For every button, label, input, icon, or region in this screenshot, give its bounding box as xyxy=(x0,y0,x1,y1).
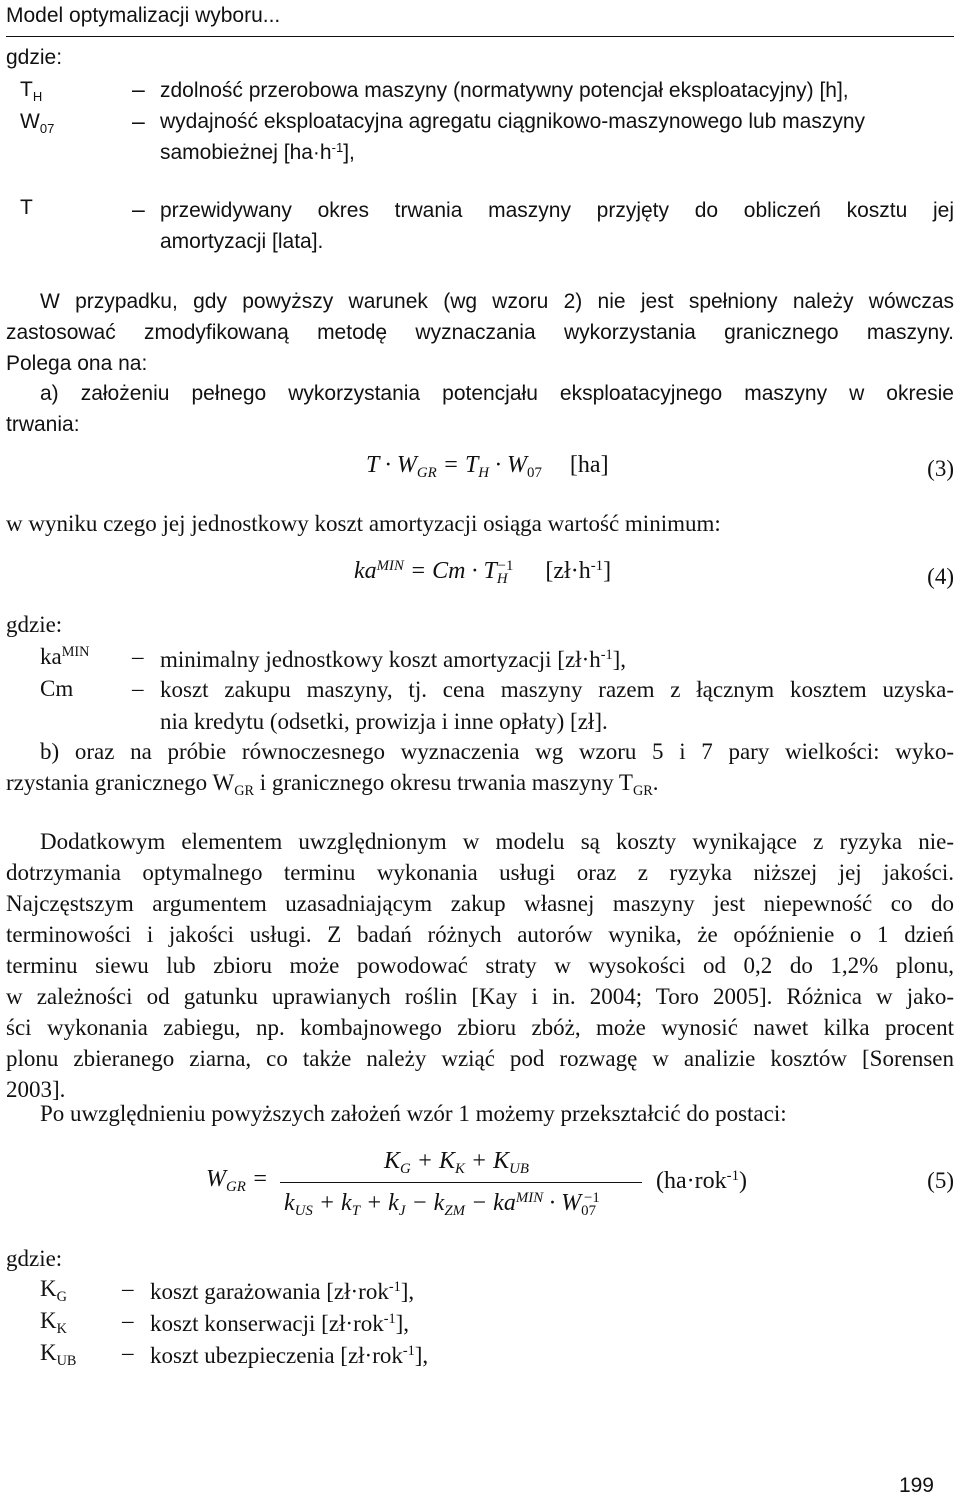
def-symbol-t: T xyxy=(20,196,33,219)
equation-number-5: (5) xyxy=(927,1168,954,1193)
fraction-bar xyxy=(280,1182,642,1183)
equation-3: $T \cdot W_{GR} = T_H \cdot W_{07}$ [ha] xyxy=(366,452,609,482)
running-title: Model optymalizacji wyboru... xyxy=(6,4,281,27)
def-text-kg: koszt garażowania [zł·rok$^{-1}$], xyxy=(150,1279,415,1304)
paragraph-a: a) założeniu pełnego wykorzystania potencjału eksploatacyjnego maszyny w okresie trwania: xyxy=(6,382,954,436)
def-text-cm: koszt zakupu maszyny, tj. cena maszyny razem z łącznym kosztem uzyska- nia kredytu (odsetki, prowizja i inne opłaty) [zł]. xyxy=(160,677,954,734)
def-text-t: przewidywany okres trwania maszyny przyjęty do obliczeń kosztu jej amortyzacji [lata]. xyxy=(160,199,954,253)
def-dash: – xyxy=(122,1340,134,1365)
equation-4: $ka^{MIN} = Cm \cdot T_H^{-1}$ $[zł\cdot h^{-1}]$ xyxy=(354,557,612,588)
def-symbol-kk: $K_K$ xyxy=(40,1308,67,1337)
def-symbol-cm: Cm xyxy=(40,676,74,701)
def-symbol-kub: $K_{UB}$ xyxy=(40,1340,77,1369)
def-symbol-w07: $W_{07}$ xyxy=(20,110,55,136)
gdzie-label-1: gdzie: xyxy=(6,46,63,69)
header-rule xyxy=(6,36,954,37)
page-number: 199 xyxy=(898,1474,934,1497)
def-dash: – xyxy=(132,676,144,701)
def-text-w07: wydajność eksploatacyjna agregatu ciągnikowo-maszynowego lub maszyny samobieżnej $[ha\cdot h^{-1}]$, xyxy=(160,110,866,164)
def-dash: – xyxy=(122,1276,134,1301)
def-dash: – xyxy=(132,108,145,134)
def-dash: – xyxy=(122,1308,134,1333)
equation-number-3: (3) xyxy=(927,456,954,481)
paragraph-minimum: w wyniku czego jej jednostkowy koszt amortyzacji osiąga wartość minimum: xyxy=(6,511,721,536)
def-symbol-kamin: $ka^{MIN}$ xyxy=(40,644,90,669)
def-dash: – xyxy=(132,76,145,102)
paragraph-transform: Po uwzględnieniu powyższych założeń wzór 1 możemy przekształcić do postaci: xyxy=(40,1101,787,1126)
def-text-kub: koszt ubezpieczenia [zł·rok$^{-1}$], xyxy=(150,1343,429,1368)
paragraph-risk: Dodatkowym elementem uwzględnionym w modelu są koszty wynikające z ryzyka nie- dotrzymania optymalnego terminu wykonania usługi oraz z ryzyka niższej jej jakości. Najczęstszym argumentem uzasadniającym zakup własnej maszyny jest niepewność co do terminowości i jakości usługi. Z badań różnych autorów wynika, że opóźnienie o 1 dzień terminu siewu lub zbioru może powodować straty w wysokości od 0,2 do 1,2% plonu, w zależności od gatunku uprawianych roślin [Kay i in. 2004; Toro 2005]. Różnica w jako- ści wykonania zabiegu, np. kombajnowego zbioru zbóż, może wynosić nawet kilka procent plonu zbieranego ziarna, co także należy wziąć pod rozwagę w analizie kosztów [Sorensen 2003]. xyxy=(6,829,954,1102)
gdzie-label-2: gdzie: xyxy=(6,612,63,637)
def-text-kk: koszt konserwacji [zł·rok$^{-1}$], xyxy=(150,1311,410,1336)
def-text-kamin: minimalny jednostkowy koszt amortyzacji $[zł\cdot h^{-1}]$, xyxy=(160,647,627,672)
def-symbol-kg: $K_G$ xyxy=(40,1276,67,1305)
def-symbol-th: $T_H$ xyxy=(20,78,43,104)
def-dash: – xyxy=(132,644,144,669)
equation-number-4: (4) xyxy=(927,564,954,589)
gdzie-label-3: gdzie: xyxy=(6,1246,63,1271)
paragraph-condition: W przypadku, gdy powyższy warunek (wg wzoru 2) nie jest spełniony należy wówczas zastosować zmodyfikowaną metodę wyznaczania wykorzystania granicznego maszyny. Polega ona na: xyxy=(6,290,954,375)
equation-5: $W_{GR}$ = $K_G + K_K + K_{UB}$ $k_{US} + k_T + k_J - k_{ZM} - ka^{MIN} \cdot W_{07}^{-1}$ (ha·rok$^{-1}$) xyxy=(206,1148,748,1220)
def-text-th: zdolność przerobowa maszyny (normatywny potencjał eksploatacyjny) [h], xyxy=(160,79,849,102)
paragraph-b: b) oraz na próbie równoczesnego wyznaczenia wg wzoru 5 i 7 pary wielkości: wyko- rzystania granicznego $W_{GR}$ i granicznego okresu trwania maszyny $T_{GR}$. xyxy=(6,739,954,799)
def-dash: – xyxy=(132,196,145,222)
